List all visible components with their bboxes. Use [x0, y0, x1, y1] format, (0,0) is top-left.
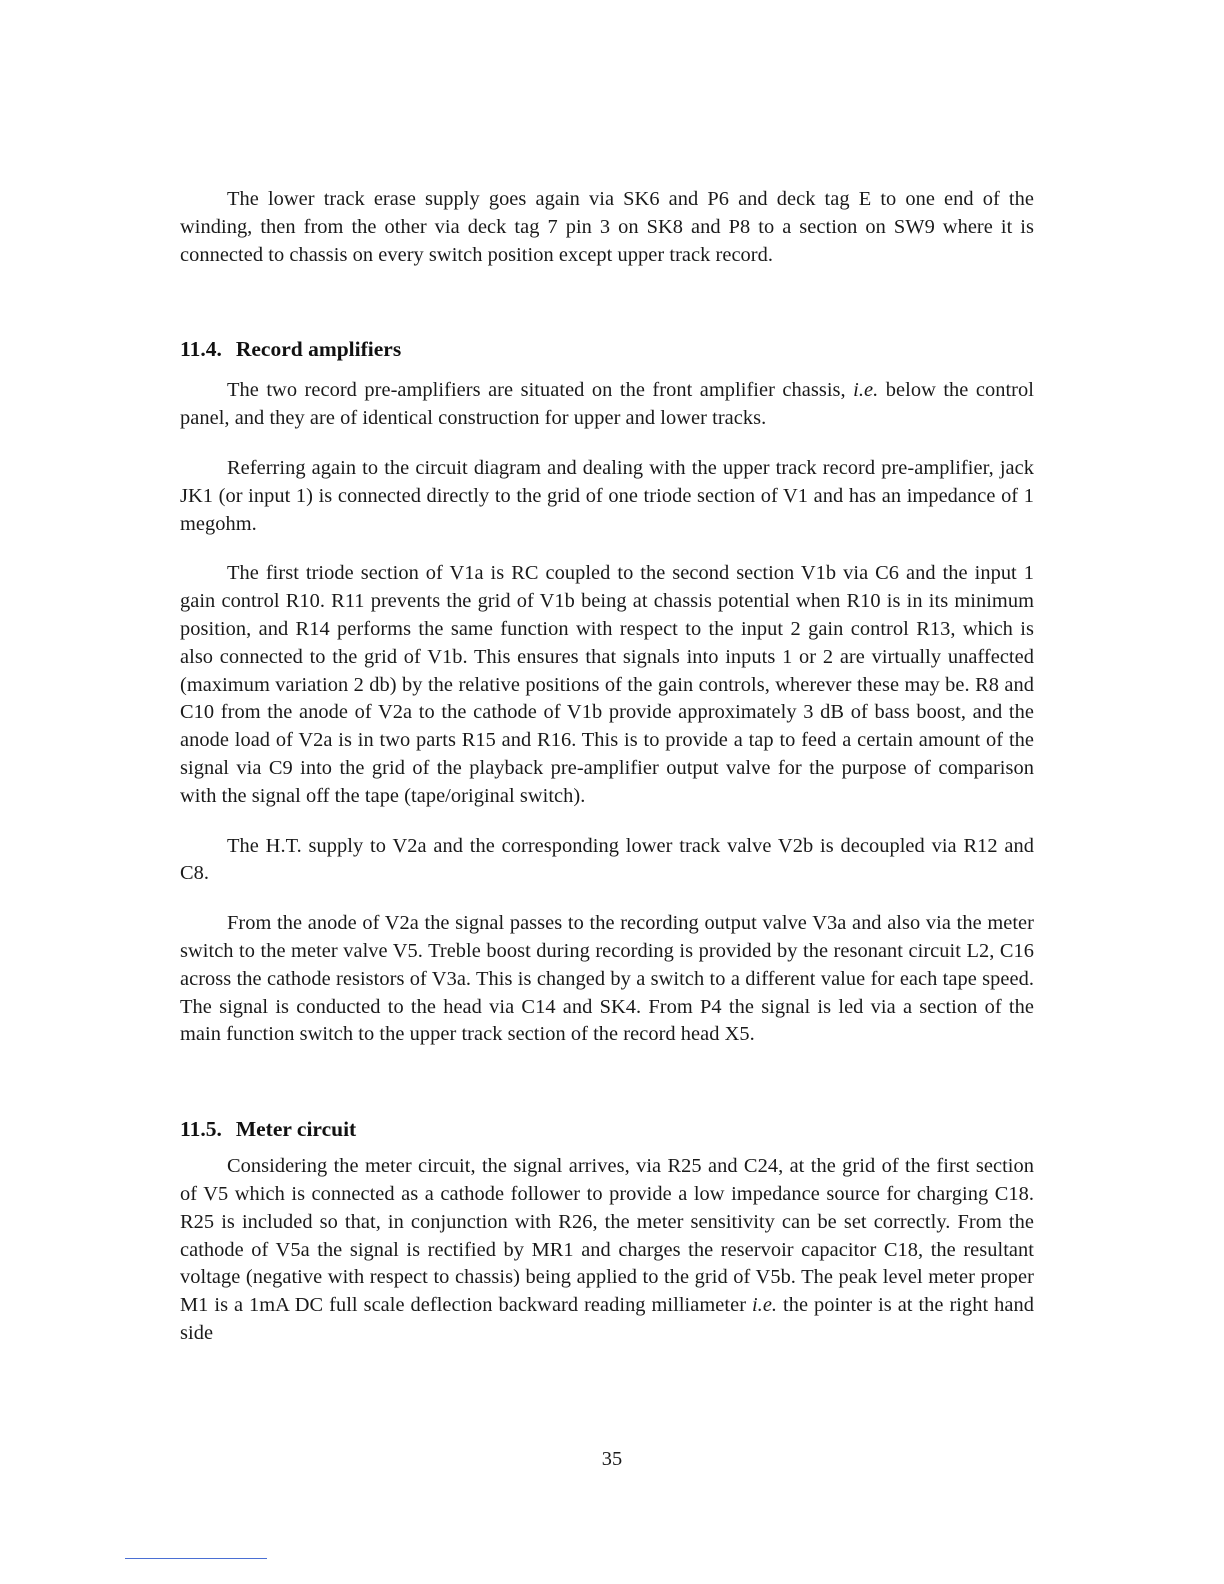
- paragraph-meter-circuit: [180, 1153, 1034, 1348]
- paragraph-lower-track-erase: The lower track erase supply goes again via SK6 and P6 and deck tag E to one end of the winding, then from the other via deck tag 7 pin 3 on SK8 and P8 to a section on SW9 where it is connected to chassis on every switch position except upper track record.: [180, 188, 1034, 266]
- paragraph-text: below the control panel, and they are of identical construction for upper and lower tracks.: [180, 379, 1034, 430]
- abbreviation-ie: i.e.: [751, 1294, 778, 1317]
- abbreviation-ie: i.e.: [853, 379, 879, 402]
- paragraph-text: Considering the meter circuit, the signal arrives, via R25 and C24, at the grid of the first section of V5 which is connected as a cathode follower to provide a low impedance source for charging C18. R25 is included so that, in conjunction with R26, the meter sensitivity can be set correctly. From the cathode of V5a the signal is rectified by MR1 and charges the reservoir capacitor C18, the resultant voltage (negative with respect to chassis) being applied to the grid of V5b. The peak level meter proper M1 is a 1mA DC full scale deflection backward reading milliameter: [180, 1155, 1034, 1317]
- paragraph-recording-output: From the anode of V2a the signal passes to the recording output valve V3a and also via the meter switch to the meter valve V5. Treble boost during recording is provided by the resonant circuit L2, C16 across the cathode resistors of V3a. This is changed by a switch to a different value for each tape speed. The signal is conducted to the head via C14 and SK4. From P4 the signal is led via a section of the main function switch to the upper track section of the record head X5.: [180, 912, 1034, 1046]
- paragraph-record-preamplifiers: [180, 377, 1034, 433]
- paragraph-text: The two record pre-amplifiers are situated on the front amplifier chassis,: [227, 379, 854, 402]
- paragraph-ht-supply: The H.T. supply to V2a and the corresponding lower track valve V2b is decoupled via R12 and C8.: [180, 834, 1034, 885]
- section-title: Record amplifiers: [235, 337, 402, 362]
- paragraph-triode-coupling: The first triode section of V1a is RC coupled to the second section V1b via C6 and the input 1 gain control R10. R11 prevents the grid of V1b being at chassis potential when R10 is in its minimum position, and R14 performs the same function with respect to the input 2 gain control R13, which is also connected to the grid of V1b. This ensures that signals into inputs 1 or 2 are virtually unaffected (maximum variation 2 db) by the relative positions of the gain controls, wherever these may be. R8 and C10 from the anode of V2a to the cathode of V1b provide approximately 3 dB of bass boost, and the anode load of V2a is in two parts R15 and R16. This is to provide a tap to feed a certain amount of the signal via C9 into the grid of the playback pre-amplifier output valve for the purpose of comparison with the signal off the tape (tape/original switch).: [180, 562, 1034, 807]
- section-title: Meter circuit: [235, 1117, 357, 1142]
- footnote-divider: [125, 1558, 267, 1559]
- page-number: 35: [601, 1448, 623, 1470]
- section-number: 11.4.: [180, 337, 222, 362]
- section-heading-record-amplifiers: [180, 335, 1034, 363]
- section-heading-meter-circuit: [180, 1115, 1034, 1143]
- page-body: [180, 186, 1034, 1348]
- paragraph-text: the pointer is at the right hand side: [180, 1294, 1034, 1344]
- section-number: 11.5.: [180, 1117, 222, 1142]
- paragraph-input-jack: Referring again to the circuit diagram and dealing with the upper track record pre-amplifier, jack JK1 (or input 1) is connected directly to the grid of one triode section of V1 and has an impedance of 1 megohm.: [180, 456, 1034, 535]
